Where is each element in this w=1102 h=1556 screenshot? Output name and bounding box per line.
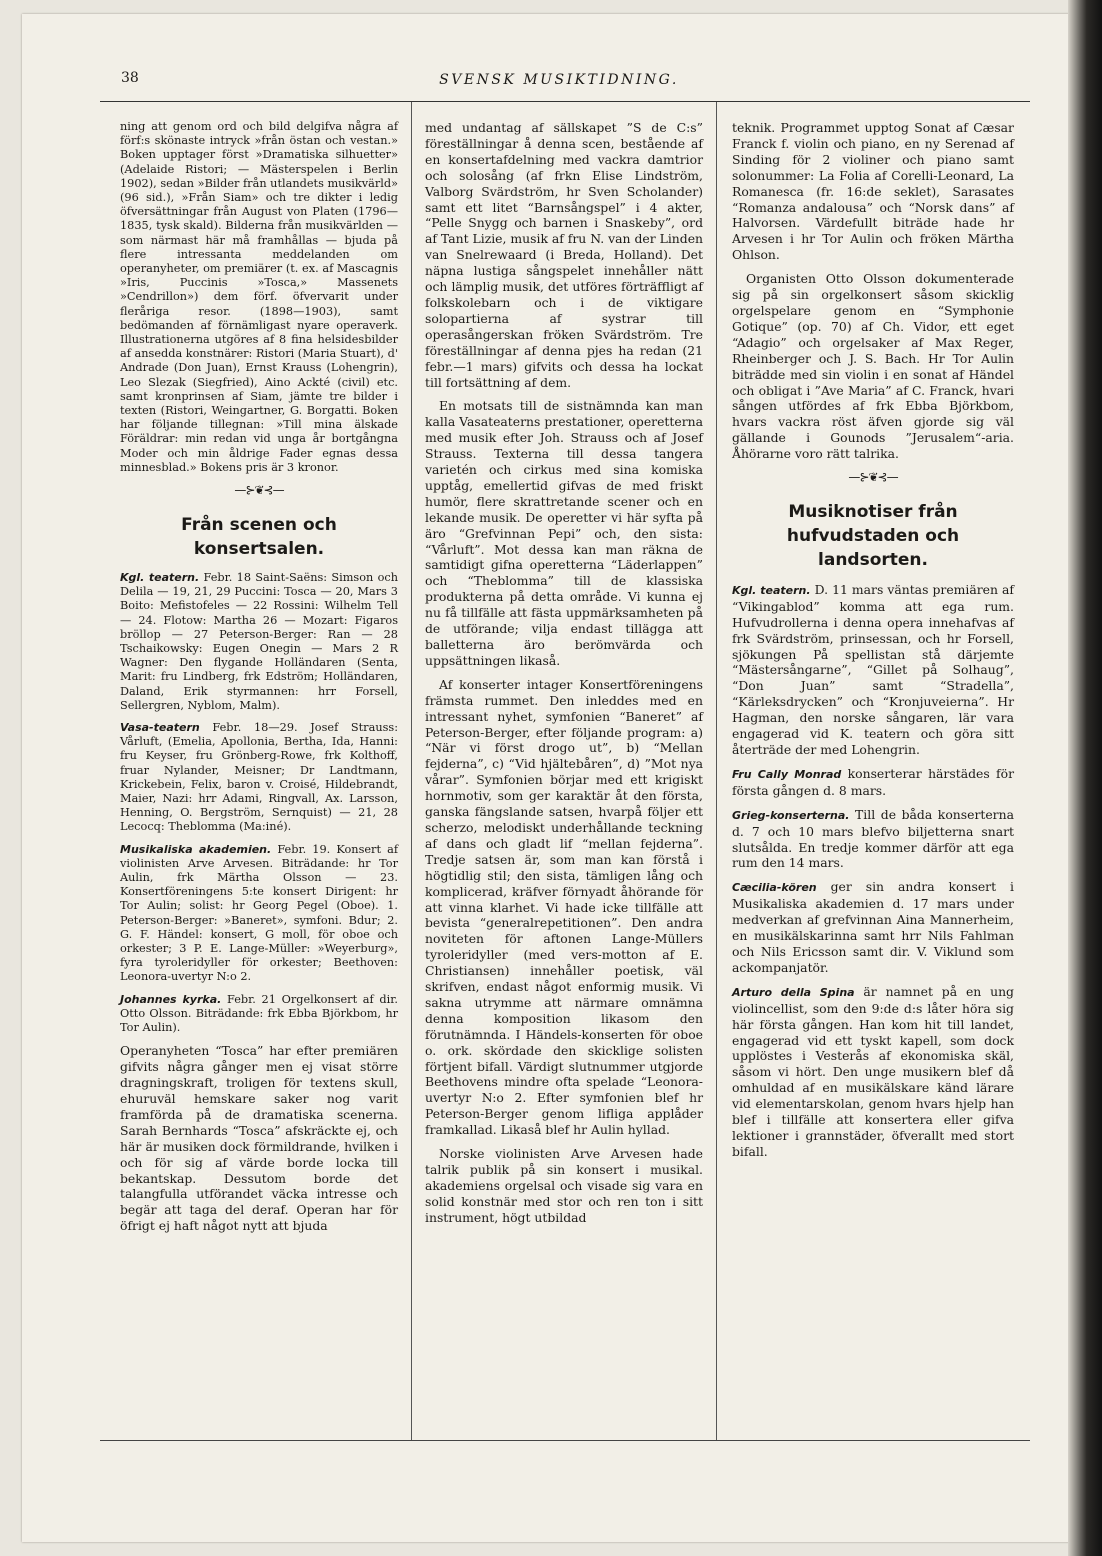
article-paragraph: med undantag af sällskapet ”S de C:s” föreställningar å denna scen, bestående af en konsertafdelning med vackra damtrior och solosång (af frkn Elise Lindström, Valborg Svärdström, hr Sven Scholander) samt ett litet “Barnsångspel” i 4 akter, “Pelle Snygg och barnen i Snaskeby”, ord af Tant Lizie, musik af fru N. van der Linden van Snelrewaard (i Breda, Holland). Det näpna lustiga sångspelet innehåller nätt och lämplig musik, det utföres förträffligt af folkskolebarn och i de viktigare solopartierna af systrar till operasångerskan fröken Svärdström. Tre föreställningar af denna pjes ha redan (21 febr.—1 mars) gifvits och dessa ha lockat till fortsättning af dem. <box>425 120 704 390</box>
page-header <box>85 58 1033 102</box>
article-paragraph: Norske violinisten Arve Arvesen hade talrik publik på sin konsert i musikal. akademiens orgelsal och visade sig vara en solid konstnär med stor och ren ton i sitt instrument, högt utbildad <box>425 1146 703 1225</box>
article-paragraph: En motsats till de sistnämnda kan man kalla Vasateaterns prestationer, operetterna med musik efter Joh. Strauss och af Josef Strauss. Texterna till dessa tangera varietén och cirkus med sina komiska upptåg, emellertid gifvas de med friskt humör, flere skrattretande scener och en lekande musik. De operetter vi här syfta på äro “Grefvinnan Pepi” och, den sista: “Vårluft”. Mot dessa kan man räkna de samtidigt gifna operetterna “Läderlappen” och “Theblomma” till de klassiska produkterna på detta område. Vi kunna ej nu få tillfälle att fästa uppmärksamheten på de utförande; vilja endast tillägga att balletterna äro berömvärda och uppsättningen likaså. <box>425 398 703 668</box>
column-3 <box>732 120 1014 1168</box>
section-heading-musiknotiser: Musiknotiser från hufvudstaden och landsorten. <box>786 501 960 570</box>
section-ornament: —⊱❦⊰— <box>234 483 284 498</box>
notice-arturo-della-spina: Arturo della Spina är namnet på en ung violincellist, som den 9:de d:s låter höra sig här första gången. Han kom hit till landet, engagerad vid ett tyskt kapell, som dock upplöstes i Vesterås af ekonomiska skäl, såsom vi hört. Den unge musikern blef då omhuldad af en musikälskare känd lärare vid elementarskolan, genom hvars hjelp han blef i tillfälle att konsertera eller gifva lektioner i grannstäder, öfverallt med stort bifall. <box>732 983 1014 1159</box>
page-number: 38 <box>121 70 139 86</box>
column-2 <box>425 120 703 1234</box>
notice-kgl-teatern: Kgl. teatern. D. 11 mars väntas premiären af “Vikingablod” komma att ega rum. Hufvudrollerna i denna opera innehafvas af frk Svärdström, prinsessan, och hr Forsell, sjökungen På spellistan stå därjemte “Mästersångarne”, “Gillet på Solhaug”, “Don Juan” samt “Stradella”, “Kärleksdrycken” och “Kronjuveierna”. Hr Hagman, den norske sångaren, lär vara engagerad vid K. teatern och göra sitt återträde der med Lohengrin. <box>732 581 1014 757</box>
book-review-text: ning att genom ord och bild delgifva några af förf:s skönaste intryck »från östan och vestan.» Boken upptager först »Dramatiska silhuetter» (Adelaide Ristori; — Mästerspelen i Berlin 1902), sedan »Bilder från utlandets musikvärld» (96 sid.), »Från Siam» och tre dikter i ledig öfversättningar från August von Platen (1796—1835, tysk skald). Bilderna från musikvärlden — som närmast här må framhållas — bjuda på flere intressanta meddelanden om operanyheter, om premiärer (t. ex. af Mascagnis »Iris, Puccinis »Tosca,» Massenets »Cendrillon») dem förf. öfvervarit under fleråriga resor. (1898—1903), samt bedömanden af förnämligast nyare operaverk. Illustrationerna utgöres af 8 fina helsidesbilder af ansedda konstnärer: Ristori (Maria Stuart), d' Andrade (Don Juan), Ernst Krauss (Lohengrin), Leo Slezak (Siegfried), Aino Ackté (civil) etc. samt kronprinsen af Siam, jämte tre bilder i texten (Ristori, Weingartner, G. Borgatti. Boken har följande tillegnan: »Till mina älskade Föräldrar: min redan vid unga år bortgångna Moder och min åldrige Fader egnas dessa minnesblad.» Bokens pris är 3 kronor. <box>120 120 399 474</box>
book-edge-shadow <box>1068 0 1102 1556</box>
column-divider-2 <box>716 102 717 1440</box>
footer-rule <box>100 1440 1030 1441</box>
article-paragraph: Af konserter intager Konsertföreningens främsta rummet. Den inleddes med en intressant nyhet, symfonien “Baneret” af Peterson-Berger, efter följande program: a) “När vi först drogo ut”, b) “Mellan fejderna”, c) “Vid hjältebåren”, d) ”Mot nya vårar”. Symfonien börjar med ett krigiskt hornmotiv, som ger karaktär åt den första, ganska fängslande satsen, hvarpå följer ett scherzo, melodiskt underhållande teckning af dans och gladt lif “mellan fejderna”. Tredje satsen är, som man kan förstå i högtidlig stil; den sista, tämligen lång och komplicerad, kräfver förnyadt åhörande för att vinna klarhet. Vi hade icke tillfälle att bevista “generalrepetitionen”. Den andra noviteten för aftonen Lange-Müllers tyroleridyller (med vers-motton af E. Christiansen) innehåller poetisk, väl skrifven, endast något enformig musik. Vi sakna utrymme att närmare omnämna denna komposition likasom den förutnämnda. I Händels-konserten för oboe o. ork. skördade den skicklige solisten förtjent bifall. Värdigt slutnummer utgjorde Beethovens mindre ofta spelade “Leonora-uvertyr N:o 2. Efter symfonien blef hr Peterson-Berger genom lifliga applåder framkallad. Likaså blef hr Aulin hyllad. <box>425 676 703 1138</box>
notice-cally-monrad: Fru Cally Monrad konserterar härstädes för första gången d. 8 mars. <box>732 765 1015 798</box>
listing-musikaliska-akademien: Musikaliska akademien. Febr. 19. Konsert af violinisten Arve Arvesen. Biträdande: hr Tor Aulin, frk Märtha Olsson — 23. Konsertföreningens 5:te konsert Dirigent: hr Tor Aulin; solist: hr Georg Pegel (Oboe). 1. Peterson-Berger: »Baneret», symfoni. Bdur; 2. G. F. Händel: konsert, G moll, för oboe och orkester; 3 P. E. Lange-Müller: »Weyerburg», fyra tyroleridyller för orkester; Beethoven: Leonora-uvertyr N:o 2. <box>120 842 398 984</box>
listing-kgl-teatern: Kgl. teatern. Febr. 18 Saint-Saëns: Simson och Delila — 19, 21, 29 Puccini: Tosca — 20, Mars 3 Boito: Mefistofeles — 22 Rossini: Wilhelm Tell — 24. Flotow: Martha 26 — Mozart: Figaros bröllop — 27 Peterson-Berger: Ran — 28 Tschaikowsky: Eugen Onegin — Mars 2 R Wagner: Den flygande Holländaren (Senta, Marit: fru Lindberg, frk Edström; Holländaren, Daland, Erik styrmannen: hrr Forsell, Sellergren, Nyblom, Malm). <box>120 570 398 712</box>
listing-johannes-kyrka: Johannes kyrka. Febr. 21 Orgelkonsert af dir. Otto Olsson. Biträdande: frk Ebba Björkbom, hr Tor Aulin). <box>120 992 398 1035</box>
listing-vasa-teatern: Vasa-teatern Febr. 18—29. Josef Strauss: Vårluft, (Emelia, Apollonia, Bertha, Ida, Hanni: fru Keyser, fru Grönberg-Rowe, frk Kolthoff, fruar Nylander, Meisner; Dr Landtmann, Krickebein, Felix, baron v. Croisé, Hildebrandt, Maier, Nazi: hrr Adami, Ringvall, Ax. Larsson, Henning, O. Bergström, Sernquist) — 21, 28 Lecocq: Theblomma (Ma:iné). <box>120 721 398 834</box>
article-paragraph: teknik. Programmet upptog Sonat af Cæsar Franck f. violin och piano, en ny Serenad af Sinding för 2 violiner och piano samt solonummer: La Folia af Corelli-Leonard, La Romanesca (fr. 16:de seklet), Sarasates “Romanza andalousa” och “Norsk dans” af Halvorsen. Värdefullt biträde hade hr Arvesen i hr Tor Aulin och fröken Märtha Ohlson. <box>732 120 1014 263</box>
notice-caecilia-koren: Cæcilia-kören ger sin andra konsert i Musikaliska akademien d. 17 mars under medverkan af grefvinnan Aina Mannerheim, en musikälskarinna samt hrr Nils Fahlman och Nils Ericsson samt dir. V. Viklund som ackompanjatör. <box>732 879 1014 975</box>
section-ornament: —⊱❦⊰— <box>848 470 898 485</box>
column-divider-1 <box>411 102 412 1440</box>
tosca-article: Operanyheten “Tosca” har efter premiären gifvits några gånger men ej visat större dragningskraft, troligen för textens skull, ehuruväl hemskare saker nog varit framförda på de dramatiska scenerna. Sarah Bernhards “Tosca” afskräckte ej, och här är musiken dock förmildrande, hvilken i och för sig af värde borde locka till bekantskap. Dessutom borde det talangfulla utförandet väcka intresse och begär att taga del deraf. Operan har för öfrigt ej haft något nytt att bjuda <box>120 1043 398 1234</box>
header-rule <box>100 101 1030 102</box>
notice-grieg-konserterna: Grieg-konserterna. Till de båda konserterna d. 7 och 10 mars blefvo biljetterna snart slutsålda. En tredje kommer därför att ega rum den 14 mars. <box>732 806 1014 871</box>
masthead-title: SVENSK MUSIKTIDNING. <box>439 72 679 88</box>
article-paragraph: Organisten Otto Olsson dokumenterade sig på sin orgelkonsert såsom skicklig orgelspelare genom en “Symphonie Gotique” (op. 70) af Ch. Vidor, ett eget “Adagio” och orgelsaker af Max Reger, Rheinberger och J. S. Bach. Hr Tor Aulin biträdde med sin violin i en sonat af Händel och obligat i ”Ave Maria” af C. Franck, hvari sången utfördes af frk Ebba Björkbom, hvars vackra röst äfven gjorde sig väl gällande i Gounods ”Jerusalem“-aria. Åhörarne voro rätt talrika. <box>732 271 1014 462</box>
column-1 <box>120 120 398 1242</box>
section-heading-scenen: Från scenen och konsertsalen. <box>181 514 337 559</box>
